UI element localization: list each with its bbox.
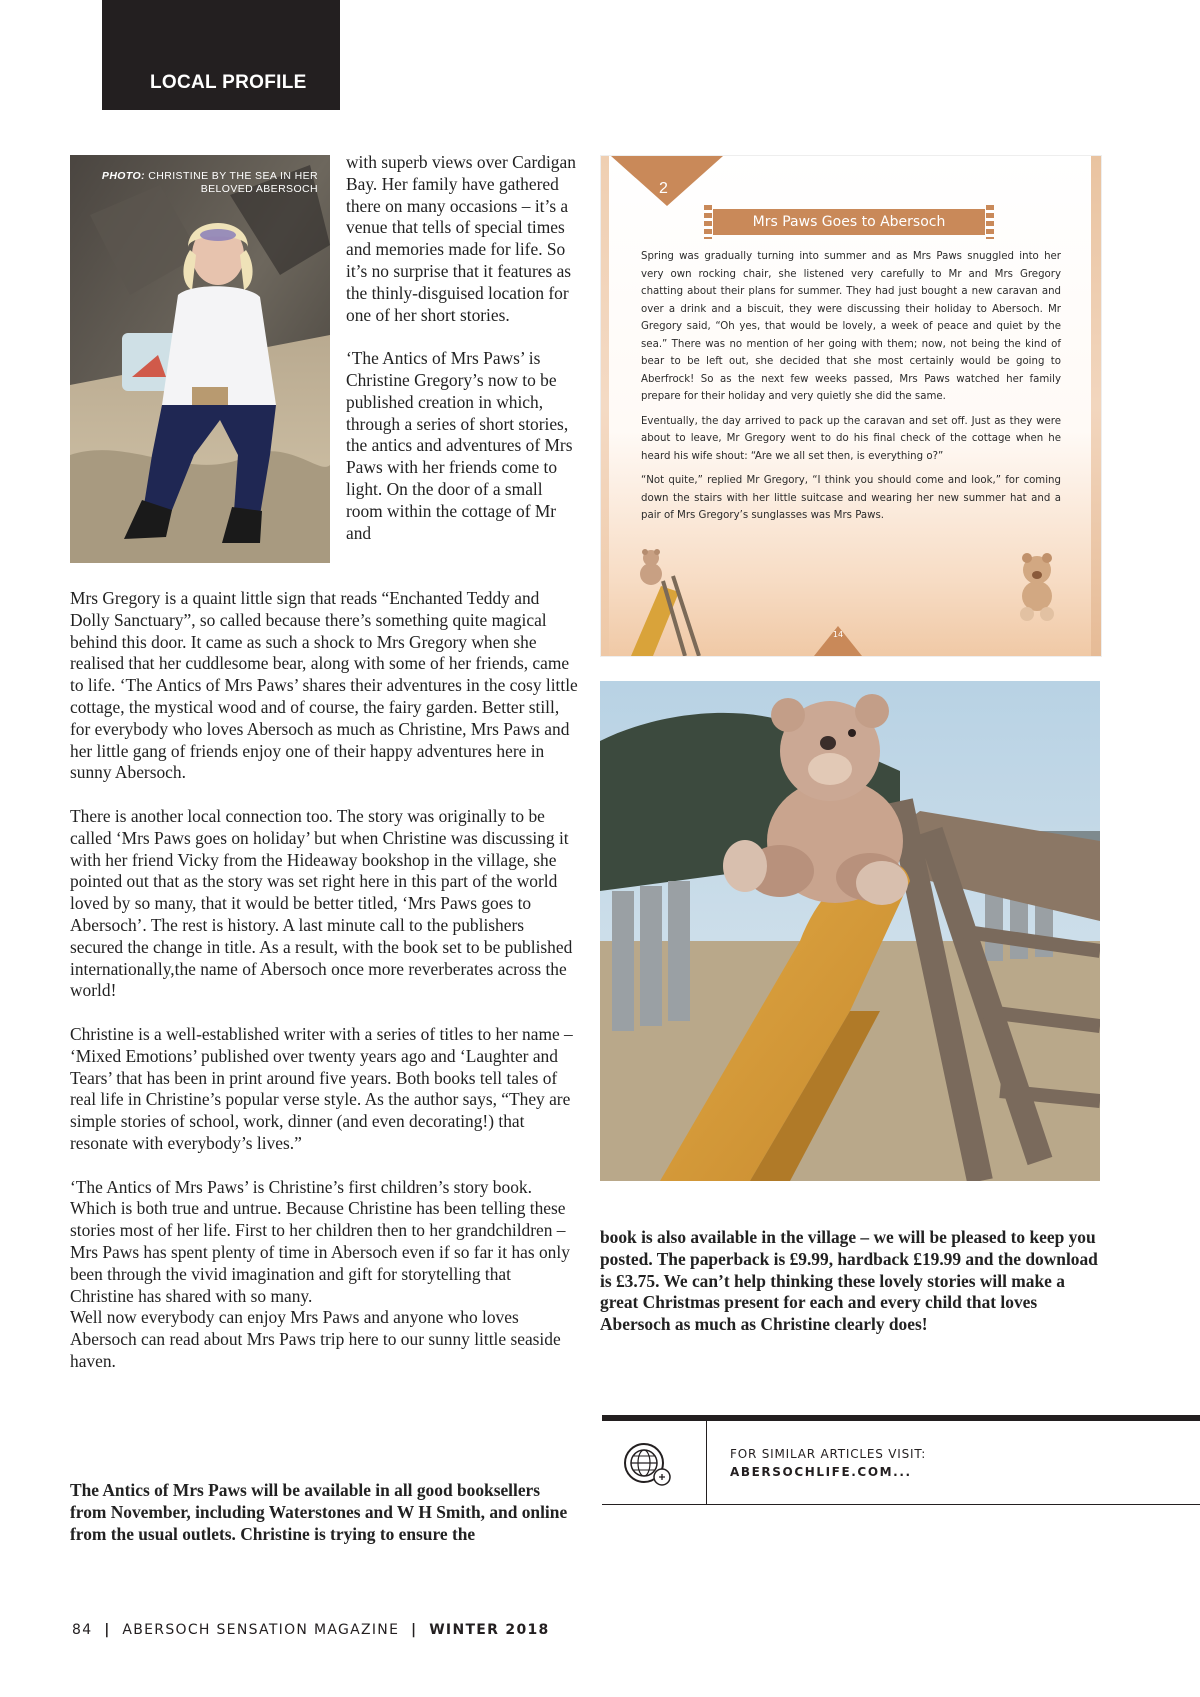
book-paragraph: Spring was gradually turning into summer and as Mrs Paws snuggled into her very own rocking chair, she listened very carefully to Mr and Mrs Gregory chatting about their plans for summer. They had just bought a new caravan and over a drink and a biscuit, they were discussing their holiday to Abersoch. Mr Gregory said, “Oh yes, that would be lovely, a week of peace and quiet by the sea.” There was no mention of her going with them; now, not being the kind of bear to be left out, she decided that she most certainly would be going to Aberfrock! So as the next few weeks passed, Mrs Paws watched her family prepare for their holiday and very quietly she did the same. (641, 251, 1061, 402)
footer-magazine-name: ABERSOCH SENSATION MAGAZINE (122, 1622, 400, 1638)
related-articles-link[interactable]: ABERSOCHLIFE.COM... (730, 1465, 912, 1479)
article-paragraph: There is another local connection too. The story was originally to be called ‘Mrs Paws goes on holiday’ but when Christine was discussing it with her friend Vicky from the Hideaway bookshop in the village, she pointed out that as the story was set right here in this part of the world loved by so many, that it would be better titled, ‘Mrs Paws goes to Abersoch’. The rest is history. A last minute call to the publishers secured the change in title. As a result, with the book set to be published internationally,the name of Abersoch once more reverberates across the world! (70, 805, 573, 1001)
book-page-text (641, 248, 1061, 532)
availability-paragraph: book is also available in the village – we will be pleased to keep you posted. The paperback is £9.99, hardback £19.99 and the download is £3.75. We can’t help thinking these lovely stories will make a great Christmas present for each and every child that loves Abersoch as much as Christine clearly does! (600, 1227, 1098, 1335)
photo-caption (88, 170, 318, 196)
page-footer (72, 1622, 550, 1638)
footer-page-number: 84 (72, 1622, 93, 1638)
availability-paragraph: The Antics of Mrs Paws will be available in all good booksellers from November, including Waterstones and W H Smith, and online from the usual outlets. Christine is trying to ensure the (70, 1480, 568, 1544)
footer-separator: | (104, 1622, 111, 1638)
book-illustration (600, 681, 1100, 1181)
globe-icon (622, 1441, 674, 1489)
related-box-top-rule (602, 1415, 1200, 1421)
article-column-top (346, 152, 578, 544)
book-paragraph: Eventually, the day arrived to pack up the caravan and set off. Just as they were about to leave, Mr Gregory went to do his final check of the cottage when he heard his wife shout: “Are we all set then, is everything o?” (641, 415, 1061, 462)
bear-on-slide-illustration (600, 681, 1100, 1181)
chapter-title: Mrs Paws Goes to Abersoch (713, 209, 985, 235)
section-header-tab (102, 0, 340, 110)
photo-caption-text: CHRISTINE BY THE SEA IN HER BELOVED ABERSOCH (144, 170, 318, 195)
book-paragraph: “Not quite,” replied Mr Gregory, “I think you should come and look,” for coming down the stairs with her little suitcase and wearing her new summer hat and a pair of Mrs Gregory’s sunglasses was Mrs Paws. (641, 475, 1061, 521)
related-box-bottom-rule (602, 1504, 1200, 1505)
chapter-number: 2 (659, 180, 668, 197)
article-paragraph: Well now everybody can enjoy Mrs Paws and anyone who loves Abersoch can read about Mrs Paws trip here to our sunny little seaside haven. (70, 1307, 561, 1371)
book-page-number: 14 (832, 630, 844, 639)
footer-separator: | (411, 1622, 418, 1638)
article-paragraph: ‘The Antics of Mrs Paws’ is Christine’s first children’s story book. Which is both true and untrue. Because Christine has been telling these stories most of her life. First to her children then to her grandchildren – Mrs Paws has spent plenty of time in Abersoch even if so far it has only been through the vivid imagination and gift for storytelling that Christine has shared with so many. (70, 1176, 570, 1306)
section-label: LOCAL PROFILE (150, 72, 307, 93)
photo-caption-prefix: PHOTO: (101, 170, 145, 182)
author-photo-image (70, 155, 330, 563)
article-paragraph: Christine is a well-established writer with a series of titles to her name – ‘Mixed Emotions’ published over twenty years ago and ‘Laughter and Tears’ that has been in print around five years. Both books tell tales of real life in Christine’s popular verse style. As the author says, “They are simple stories of school, work, dinner (and even decorating!) that resonate with everybody’s lives.” (70, 1023, 573, 1153)
footer-issue: WINTER 2018 (429, 1622, 550, 1638)
related-articles-label: FOR SIMILAR ARTICLES VISIT: (730, 1447, 927, 1461)
article-paragraph: with superb views over Cardigan Bay. Her family have gathered there on many occasions – it’s a venue that tells of special times and memories made for life. So it’s no surprise that it features as the thinly-disguised location for one of her short stories. (346, 152, 576, 325)
availability-note-end (600, 1227, 1100, 1336)
book-page-spread (600, 155, 1102, 657)
article-column-main (70, 588, 578, 1373)
article-paragraph: ‘The Antics of Mrs Paws’ is Christine Gregory’s now to be published creation in which, through a series of short stories, the antics and adventures of Mrs Paws with her friends come to light. On the door of a small room within the cottage of Mr and (346, 348, 573, 543)
bear-on-slide-small-icon (631, 549, 699, 656)
article-paragraph: Mrs Gregory is a quaint little sign that reads “Enchanted Teddy and Dolly Sanctuary”, so called because there’s something quite magical behind this door. It came as such a shock to Mrs Gregory when she realised that her cuddlesome bear, along with some of her friends, came to life. ‘The Antics of Mrs Paws’ shares their adventures in the cosy little cottage, the mystical wood and of course, the fairy garden. Better still, for everybody who loves Abersoch as much as Christine, Mrs Paws and her little gang of friends enjoy one of their happy adventures here in sunny Abersoch. (70, 588, 578, 783)
related-box-divider (706, 1421, 707, 1505)
author-photo (70, 155, 330, 563)
availability-note-start (70, 1480, 578, 1545)
teddy-bear-small-icon (1020, 553, 1054, 621)
